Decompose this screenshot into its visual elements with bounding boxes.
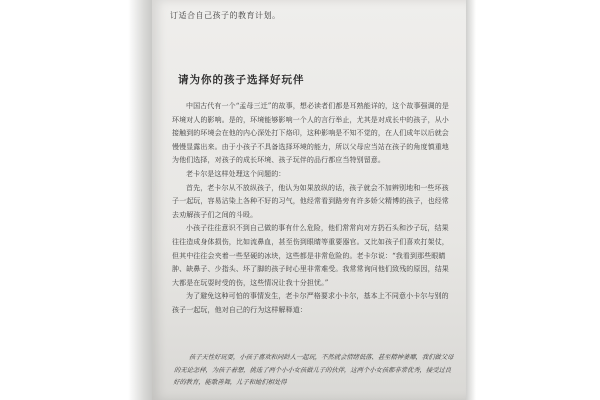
book-page [152,0,468,400]
section-heading: 请为你的孩子选择好玩伴 [178,74,305,86]
quoted-passage [173,352,458,390]
paragraph: 首先，老卡尔从不放纵孩子，他认为如果放纵的话，孩子就会不加辨别地和一些坏孩子一起玩，容易沾染上各种不好的习气，他经常看到路旁有许多娇父精博的孩子，也经常去劝解孩子们之间的斗殴。 [172,183,449,219]
page-right-edge [466,0,476,400]
paragraph: 老卡尔是这样处理这个问题的： [186,169,286,178]
paragraph: 中国古代有一个“孟母三迁”的故事，想必读者们都是耳熟能详的，这个故事强调的是环境对人的影响。是的，环境能够影响一个人的言行举止，尤其是对成长中的孩子，从小接触到的环境会在他的内心深处打下烙印，这种影响是不知不觉的，在人们成年以后就会慢慢显露出来。由于小孩子不具备选择环境的能力，所以父母应当站在孩子的角度慎重地为他们选择，对孩子的成长环境、孩子玩伴的品行都应当特别留意。 [172,102,449,165]
quote-paragraph: 孩子天性好玩耍，小孩子喜欢和同龄人一起玩，不然就会情绪低落、甚至精神萎靡，我们做父母的无论怎样，为孩子着想，挑选了两个小小女孩做儿子的伙伴，这两个小女孩都非常优秀，接受过良好的教育，能歌善舞，儿子和她们相处得 [172,354,454,386]
paragraph: 为了避免这种可怕的事情发生，老卡尔严格要求小卡尔，基本上不同意小卡尔与别的孩子一起玩，他对自己的行为这样解释道： [172,292,449,314]
body-text [172,100,452,318]
continued-text-line: 订适合自己孩子的教育计划。 [170,11,281,20]
paragraph: 小孩子往往意识不到自己做的事有什么危险，他们常常向对方扔石头和沙子玩，结果往往造成身体损伤，比如流鼻血，甚至伤到眼睛等重要器官。又比如孩子们喜欢打架仗，但其中往往会夹着一些坚硬的冰块，这些都是非常危险的。老卡尔说：“我看到那些眼睛肿、缺鼻子、少指头、坏了脚的孩子时心里非常难受。我常常询问他们致残的原因，结果大都是在玩耍时受的伤，这些情况让我十分担忧。” [172,224,449,287]
